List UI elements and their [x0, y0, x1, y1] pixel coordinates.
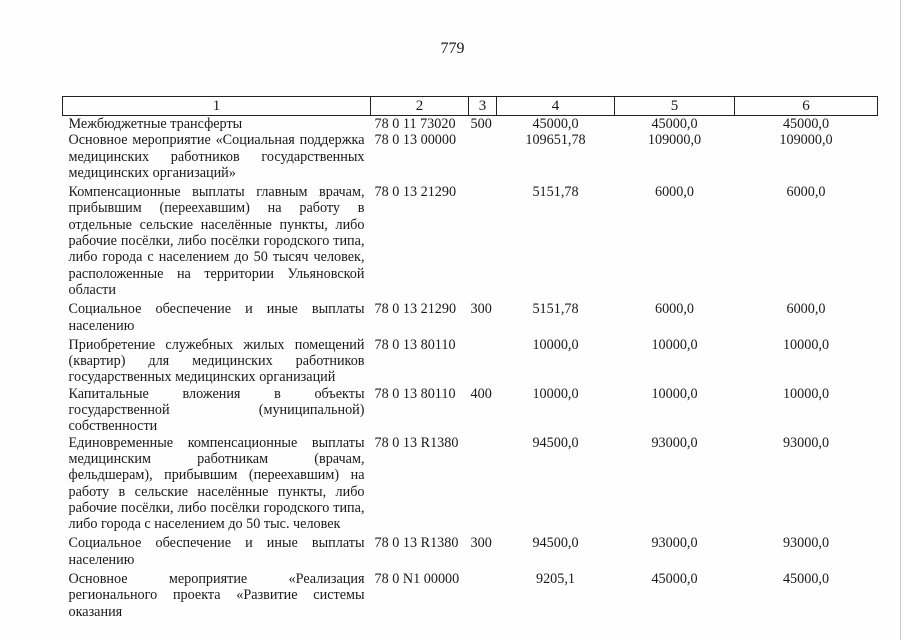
row-code: 78 0 13 R1380 — [374, 535, 459, 552]
row-sum-1: 94500,0 — [532, 535, 579, 552]
row-sum-3: 45000,0 — [782, 116, 830, 132]
row-sum-2: 10000,0 — [651, 385, 698, 402]
row-sum-3: 6000,0 — [786, 301, 826, 318]
row-code: 78 0 13 00000 — [374, 132, 457, 149]
row-sum-1: 10000,0 — [532, 336, 579, 353]
header-cell-kvr: 3 — [469, 97, 497, 116]
row-name: Капитальные вложения в объекты государственной (муниципальной) собственности — [68, 385, 365, 435]
row-code: 78 0 13 21290 — [374, 184, 457, 201]
table-row — [63, 116, 878, 133]
header-cell-year1: 4 — [497, 97, 615, 116]
table-row — [63, 435, 878, 533]
row-sum-2: 6000,0 — [654, 301, 694, 318]
row-kvr: 400 — [470, 385, 492, 402]
row-sum-2: 45000,0 — [651, 116, 698, 132]
budget-table — [62, 96, 878, 620]
header-cell-year2: 5 — [615, 97, 735, 116]
table-row — [63, 568, 878, 620]
table-row — [63, 532, 878, 568]
row-sum-3: 6000,0 — [786, 184, 826, 201]
page-number: 779 — [440, 40, 465, 57]
header-cell-year3: 6 — [735, 97, 878, 116]
row-name: Социальное обеспечение и иные выплаты населению — [68, 301, 365, 334]
row-name: Основное мероприятие «Социальная поддержка медицинских работников государственных медицинских организаций» — [68, 132, 365, 181]
page-edge — [900, 0, 901, 640]
row-kvr — [469, 568, 497, 620]
row-code: 78 0 13 21290 — [374, 301, 457, 318]
row-kvr — [469, 435, 497, 533]
row-name: Межбюджетные трансферты — [68, 116, 243, 132]
row-sum-1: 94500,0 — [532, 434, 579, 451]
row-code: 78 0 13 80110 — [374, 385, 456, 402]
row-sum-2: 109000,0 — [647, 132, 702, 149]
row-kvr — [469, 334, 497, 386]
row-sum-1: 45000,0 — [532, 116, 579, 132]
row-sum-1: 10000,0 — [532, 385, 579, 402]
row-sum-3: 109000,0 — [779, 132, 833, 149]
table-header-row — [63, 97, 878, 116]
table-row — [63, 386, 878, 435]
header-cell-name: 1 — [63, 97, 371, 116]
row-code: 78 0 13 R1380 — [374, 434, 459, 451]
row-kvr — [469, 132, 497, 181]
row-code: 78 0 11 73020 — [374, 116, 456, 132]
row-sum-1: 109651,78 — [525, 132, 586, 149]
row-sum-3: 93000,0 — [782, 535, 830, 552]
table-row — [63, 181, 878, 298]
row-sum-2: 93000,0 — [651, 434, 698, 451]
row-name: Единовременные компенсационные выплаты медицинским работникам (врачам, фельдшерам), прибывшим (переехавшим) на работу в сельские населённые пункты, либо рабочие посёлки, либо посёлки городского типа, либо города с населением до 50 тыс. человек — [68, 434, 365, 533]
row-name: Приобретение служебных жилых помещений (квартир) для медицинских работников государственных медицинских организаций — [68, 336, 365, 386]
table-row — [63, 298, 878, 334]
row-sum-2: 10000,0 — [651, 336, 698, 353]
table-row — [63, 334, 878, 386]
row-sum-3: 45000,0 — [782, 571, 830, 588]
row-sum-1: 5151,78 — [532, 184, 579, 201]
row-sum-3: 10000,0 — [782, 385, 830, 402]
row-kvr: 300 — [470, 535, 492, 552]
row-kvr: 500 — [470, 116, 492, 132]
row-sum-3: 10000,0 — [782, 336, 830, 353]
row-kvr — [469, 181, 497, 298]
row-name: Основное мероприятие «Реализация регионального проекта «Развитие системы оказания — [68, 571, 365, 620]
row-kvr: 300 — [470, 301, 492, 318]
row-sum-2: 45000,0 — [651, 571, 698, 588]
row-sum-1: 9205,1 — [535, 571, 575, 588]
table-row — [63, 132, 878, 181]
row-name: Компенсационные выплаты главным врачам, прибывшим (переехавшим) на работу в отдельные сельские населённые пункты, либо рабочие посёлки, либо посёлки городского типа, либо города с населением до 50 тысяч человек, расположенные на территории Ульяновской области — [68, 184, 365, 298]
row-code: 78 0 13 80110 — [374, 336, 456, 353]
row-code: 78 0 N1 00000 — [374, 571, 460, 588]
header-cell-code: 2 — [371, 97, 469, 116]
row-sum-2: 93000,0 — [651, 535, 698, 552]
row-sum-3: 93000,0 — [782, 434, 830, 451]
row-name: Социальное обеспечение и иные выплаты населению — [68, 535, 365, 568]
row-sum-2: 6000,0 — [654, 184, 694, 201]
row-sum-1: 5151,78 — [532, 301, 579, 318]
